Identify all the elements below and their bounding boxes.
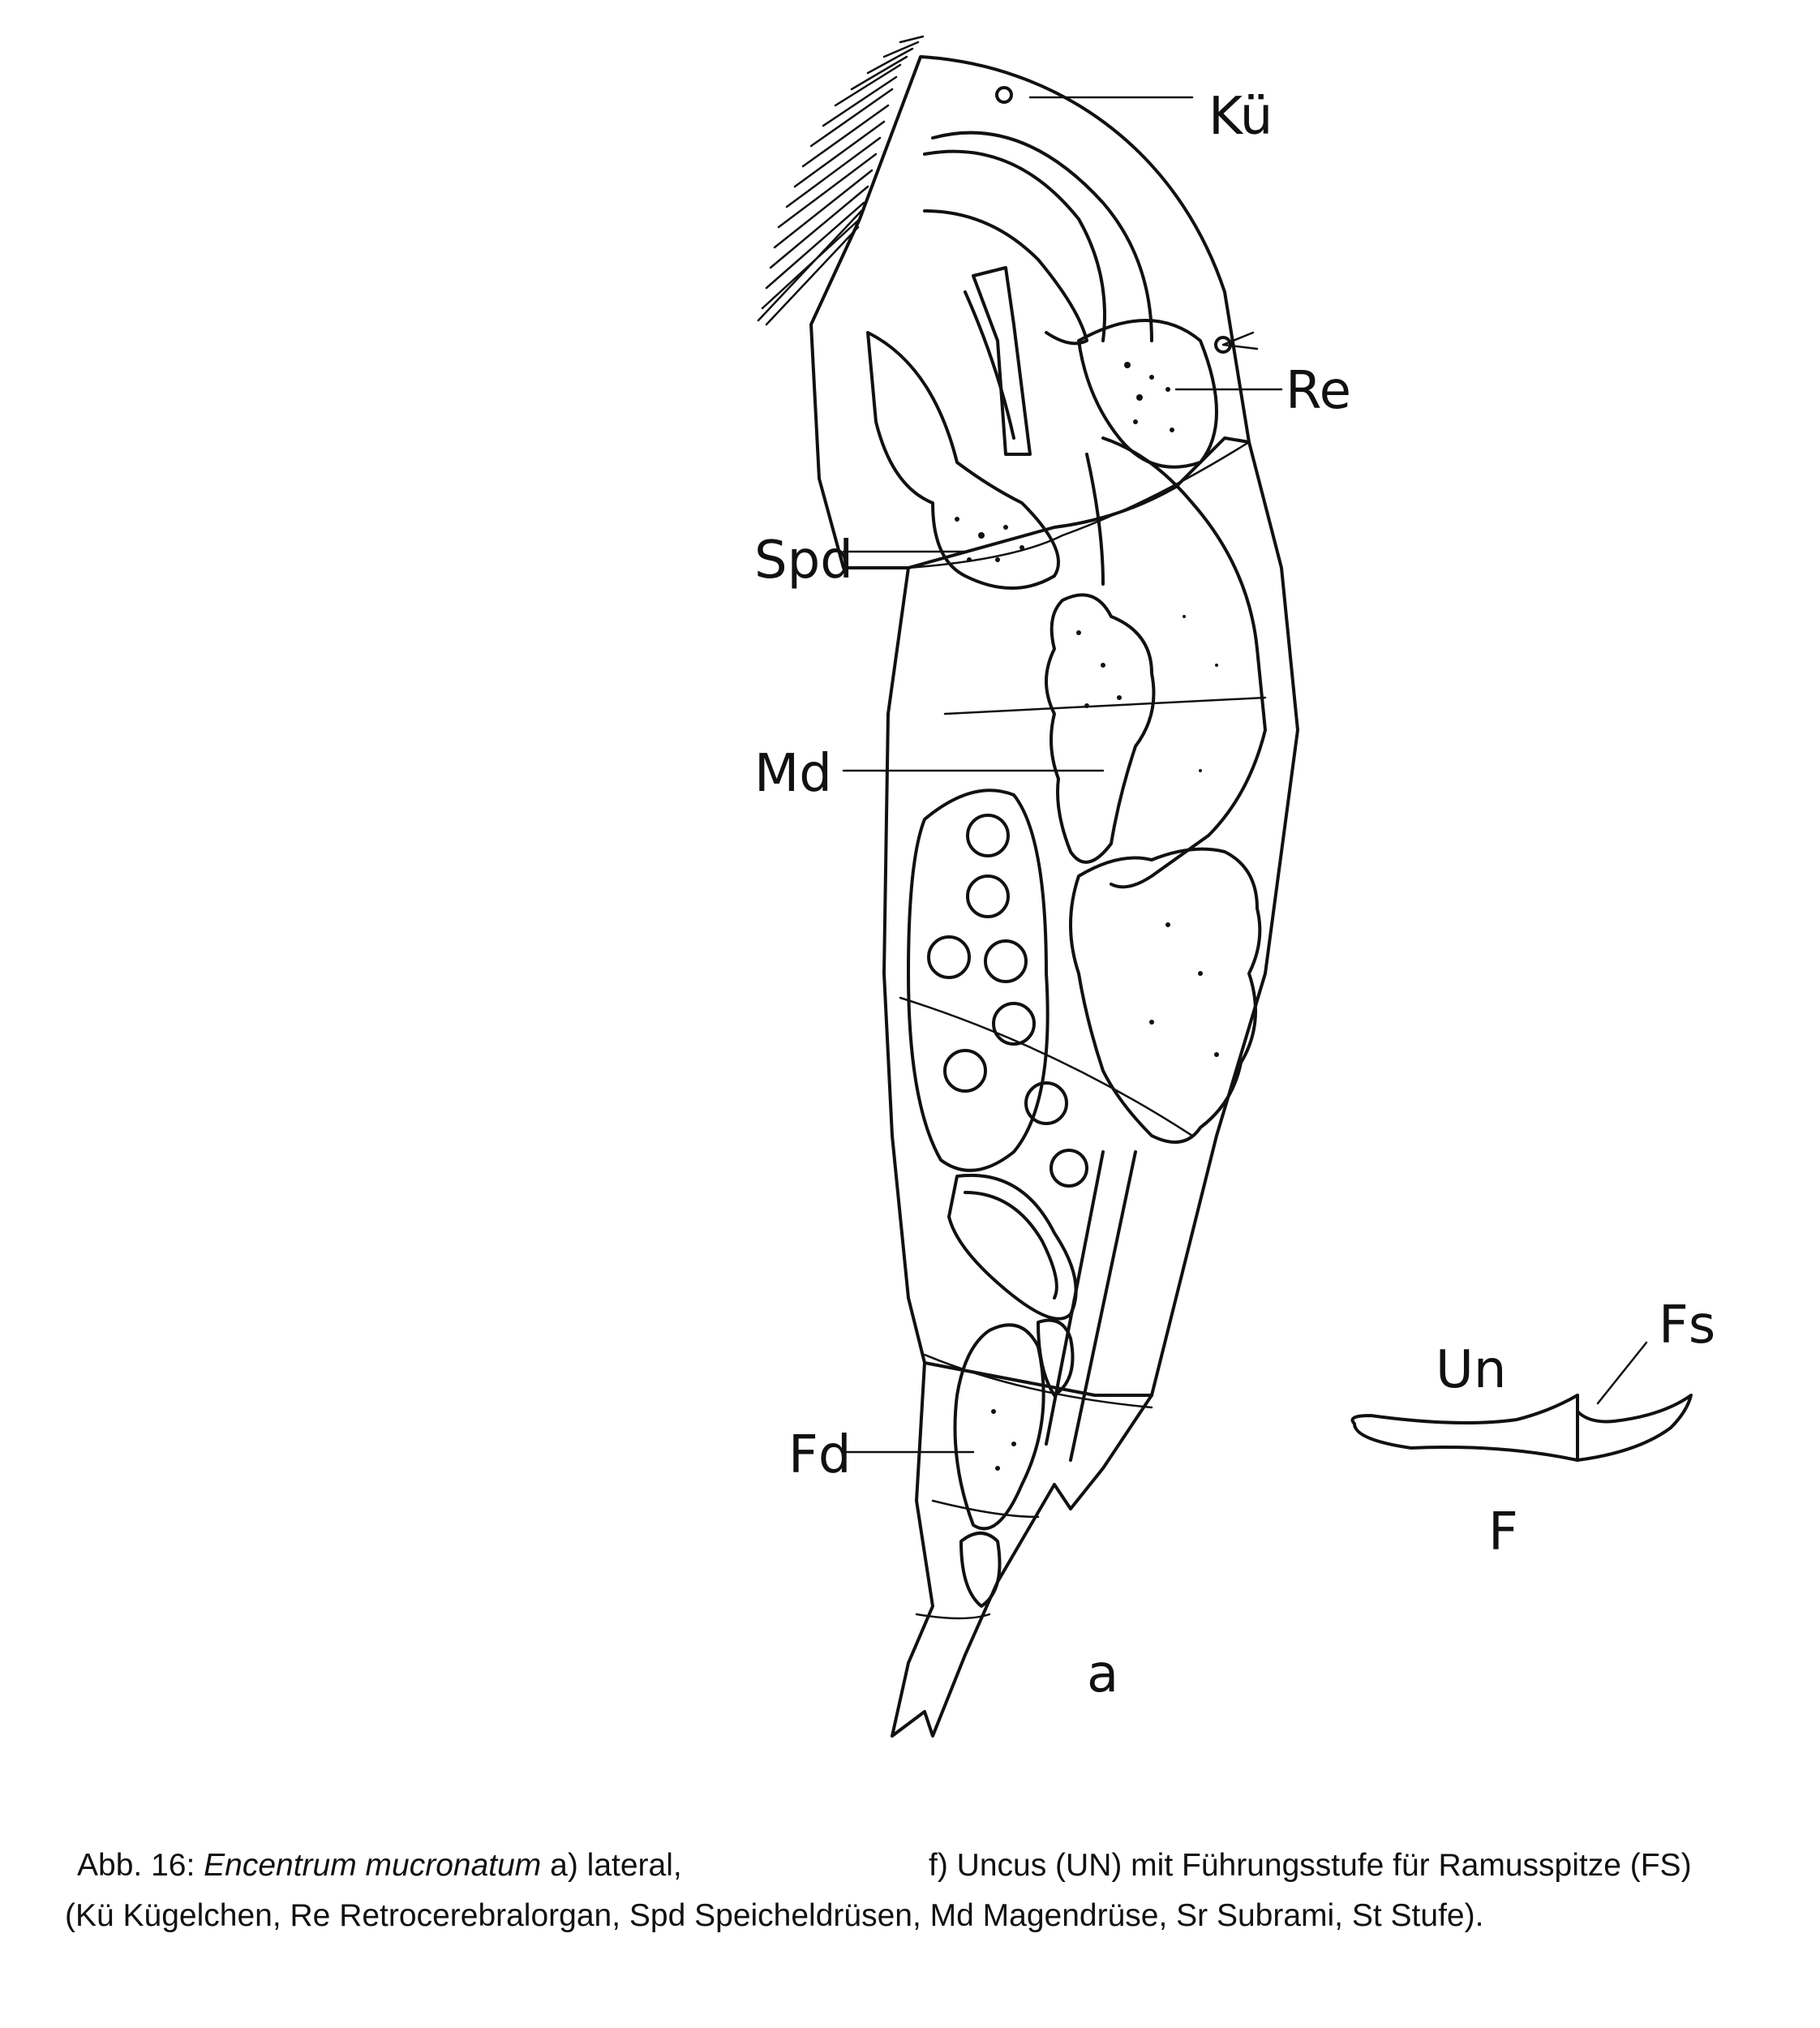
internal-organs: [868, 88, 1265, 1606]
label-un: Un: [1436, 1340, 1507, 1400]
caption-prefix: Abb. 16:: [77, 1848, 195, 1883]
caption-line-1: [77, 1848, 1748, 1884]
panel-label-a: a: [1087, 1644, 1119, 1704]
label-re: Re: [1286, 361, 1351, 421]
label-md: Md: [754, 744, 832, 804]
label-fd: Fd: [788, 1425, 852, 1485]
caption-species: Encentrum mucronatum: [204, 1848, 542, 1883]
panel-label-f: F: [1488, 1502, 1518, 1562]
label-spd: Spd: [754, 531, 853, 591]
uncus-drawing: [1353, 1395, 1692, 1460]
label-fs: Fs: [1659, 1295, 1716, 1356]
caption-part-f: f) Uncus (UN) mit Führungsstufe für Ramusspitze (FS): [929, 1848, 1692, 1883]
caption-legend: (Kü Kügelchen, Re Retrocerebralorgan, Spd Speicheldrüsen, Md Magendrüse, Sr Subrami, St Stufe).: [65, 1898, 1484, 1933]
caption-part-a: a) lateral,: [550, 1848, 682, 1883]
label-ku: Kü: [1208, 87, 1273, 147]
